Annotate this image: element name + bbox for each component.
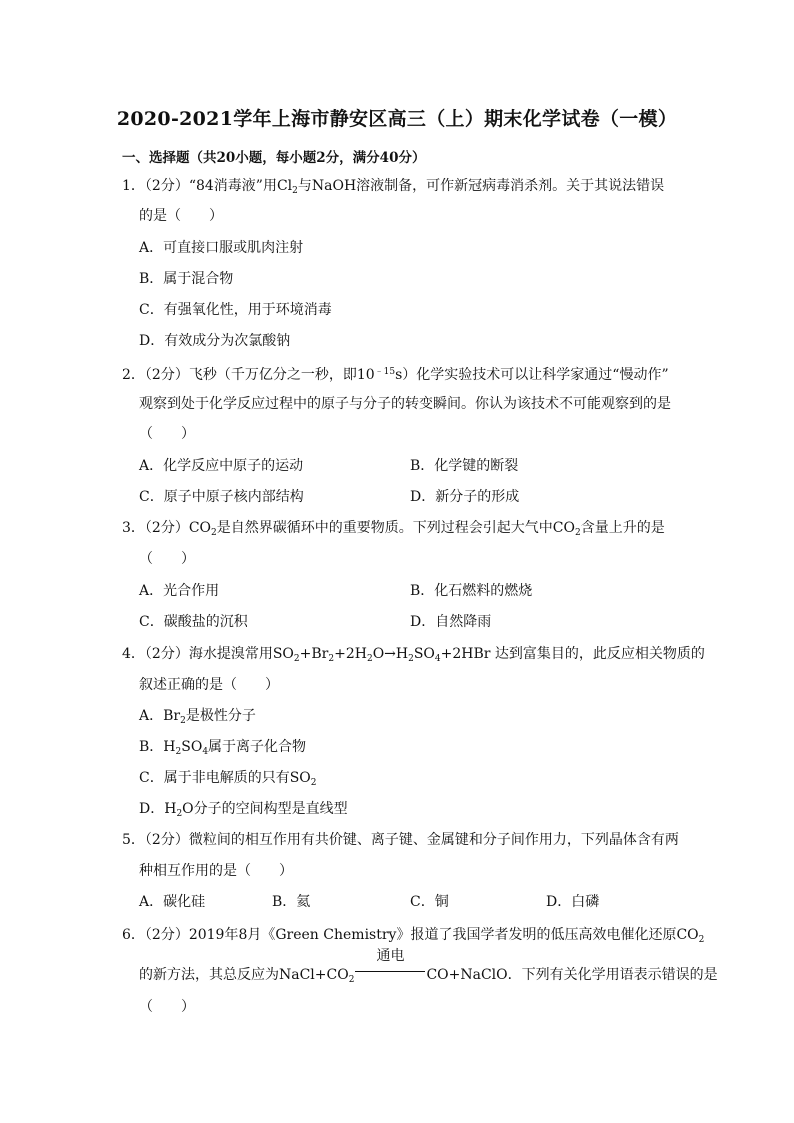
question-1: 1．（2分）“84消毒液”用$Cl_2$与NaOH溶液制备，可作新冠病毒消杀剂。关于其说法错误 xyxy=(122,178,665,196)
q1-option-c: C．有强氧化性，用于环境消毒 xyxy=(139,302,332,318)
reaction-condition-arrow xyxy=(354,948,426,984)
q1-option-d: D．有效成分为次氯酸钠 xyxy=(139,333,291,349)
section-heading: 一、选择题（共20小题，每小题2分，满分40分） xyxy=(122,150,426,166)
question-3: 3．（2分）$CO_2$是自然界碳循环中的重要物质。下列过程会引起大气中$CO_2$含量上升的是 xyxy=(122,520,665,538)
question-number: 1． xyxy=(122,178,145,194)
q2-option-a: A．化学反应中原子的运动 xyxy=(139,458,304,474)
question-2-continuation: 观察到处于化学反应过程中的原子与分子的转变瞬间。你认为该技术不可能观察到的是 xyxy=(139,396,671,412)
question-number: 5． xyxy=(122,832,145,848)
reaction-condition: 通电 xyxy=(376,948,405,964)
question-1-continuation: 的是（ ） xyxy=(139,208,223,224)
q3-option-b: B．化石燃料的燃烧 xyxy=(410,583,533,599)
question-text: （2分）“84消毒液”用Cl xyxy=(144,178,293,194)
q5-option-a: A．碳化硅 xyxy=(139,894,206,910)
question-6-bracket: （ ） xyxy=(139,999,195,1015)
question-2: 2．（2分）飞秒（千万亿分之一秒，即$10^{﹣15}s$）化学实验技术可以让科学家通过“慢动作” xyxy=(122,367,669,383)
question-5-continuation: 种相互作用的是（ ） xyxy=(139,863,293,879)
question-6-continuation: 的新方法，其总反应为$NaCl+CO_2$ 通电 CO+NaClO．下列有关化学用语表示错误的是 xyxy=(139,948,718,985)
question-number: 6． xyxy=(122,927,145,943)
question-number: 4． xyxy=(122,646,145,662)
q3-option-a: A．光合作用 xyxy=(139,583,220,599)
question-number: 2． xyxy=(122,367,145,383)
question-6: 6．（2分）2019年8月《Green Chemistry》报道了我国学者发明的低压高效电催化还原$CO_2$ xyxy=(122,927,705,945)
question-3-bracket: （ ） xyxy=(139,551,195,567)
q3-option-c: C．碳酸盐的沉积 xyxy=(139,614,248,630)
question-2-bracket: （ ） xyxy=(139,426,195,442)
q4-option-d: D．$H_2O$分子的空间构型是直线型 xyxy=(139,801,348,819)
q5-option-b: B．氦 xyxy=(272,894,311,910)
q4-option-c: C．属于非电解质的只有$SO_2$ xyxy=(139,770,317,788)
q4-option-b: B．$H_2SO_4$属于离子化合物 xyxy=(139,739,307,757)
q2-option-c: C．原子中原子核内部结构 xyxy=(139,489,304,505)
q1-option-b: B．属于混合物 xyxy=(139,271,234,287)
q2-option-d: D．新分子的形成 xyxy=(410,489,520,505)
question-number: 3． xyxy=(122,520,145,536)
q4-option-a: A．$Br_2$是极性分子 xyxy=(139,708,256,726)
q5-option-d: D．白磷 xyxy=(546,894,600,910)
question-4-continuation: 叙述正确的是（ ） xyxy=(139,677,279,693)
q2-option-b: B．化学键的断裂 xyxy=(410,458,519,474)
q1-option-a: A．可直接口服或肌肉注射 xyxy=(139,240,304,256)
q3-option-d: D．自然降雨 xyxy=(410,614,492,630)
question-4: 4．（2分）海水提溴常用$SO_2+Br_2+2H_2O\to H_2SO_4+2HBr$ 达到富集目的，此反应相关物质的 xyxy=(122,646,705,664)
page-title: 2020-2021学年上海市静安区高三（上）期末化学试卷（一模） xyxy=(116,108,678,130)
q5-option-c: C．铜 xyxy=(410,894,449,910)
reaction-equals-bar xyxy=(355,971,425,977)
question-5: 5．（2分）微粒间的相互作用有共价键、离子键、金属键和分子间作用力，下列晶体含有两 xyxy=(122,832,679,848)
